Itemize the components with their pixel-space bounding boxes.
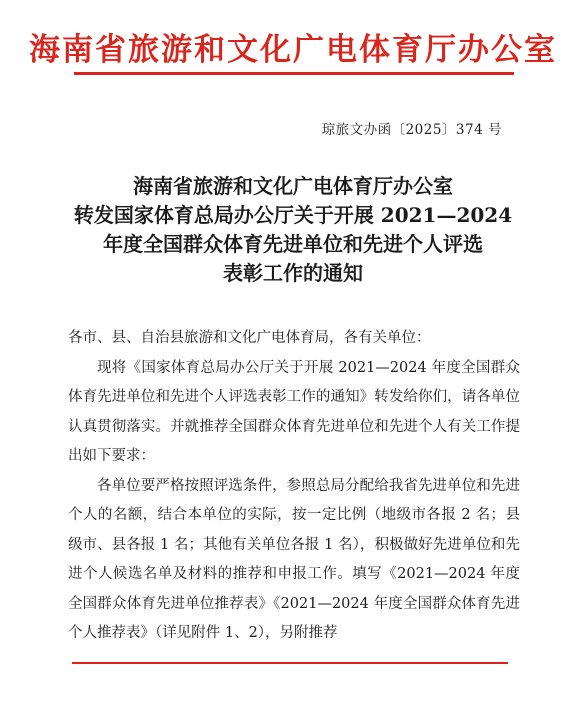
title-line: 转发国家体育总局办公厅关于开展 2021—2024 [73, 203, 513, 227]
title-line: 表彰工作的通知 [223, 261, 363, 285]
document-title [50, 172, 536, 288]
letterhead-red-rule [74, 72, 514, 75]
document-body [68, 324, 520, 649]
letterhead-title: 海南省旅游和文化广电体育厅办公室 [29, 32, 557, 68]
salutation: 各市、县、自治县旅游和文化广电体育局，各有关单位： [68, 330, 431, 346]
title-line: 年度全国群众体育先进单位和先进个人评选 [103, 232, 483, 256]
title-line: 海南省旅游和文化广电体育厅办公室 [133, 174, 453, 198]
body-paragraph: 现将《国家体育总局办公厅关于开展 2021—2024 年度全国群众体育先进单位和先进个人评选表彰工作的通知》转发给你们，请各单位认真贯彻落实。并就推荐全国群众体育先进单位和先进个人有关工作提出如下要求： [68, 359, 520, 464]
body-paragraph: 各单位要严格按照评选条件，参照总局分配给我省先进单位和先进个人的名额，结合本单位的实际，按一定比例（地级市各报 2 名；县级市、县各报 1 名；其他有关单位各报 1 名），积极做好先进单位和先进个人候选名单及材料的推荐和申报工作。填写《2021—2024 年度全国群众体育先进单位推荐表》《2021—2024 年度全国群众体育先进个人推荐表》（详见附件 1、2），另附推荐 [68, 477, 520, 641]
footer-red-rule [72, 662, 508, 664]
document-number: 琼旅文办函〔2025〕374 号 [321, 122, 502, 138]
